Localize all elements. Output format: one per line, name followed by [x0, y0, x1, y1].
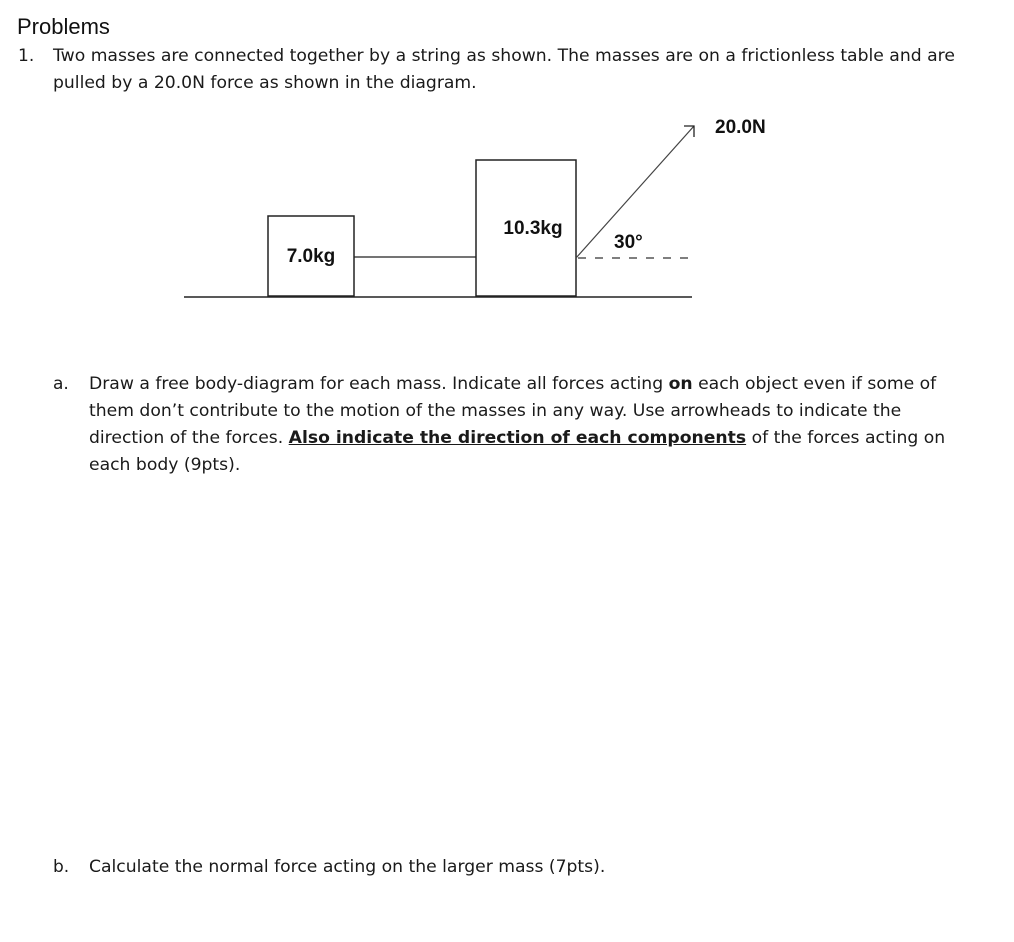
part-a-text-3: each object even if some of them don’t contribute to the motion of the masses in any way. Use arrowheads to indicate the direction of the forces. — [89, 374, 937, 448]
part-a-text — [89, 371, 969, 479]
part-b-text: Calculate the normal force acting on the larger mass (7pts). — [89, 857, 606, 877]
large-mass-label: 10.3kg — [503, 218, 563, 239]
section-heading: Problems — [17, 14, 110, 39]
part-a-emphasis-on: on — [668, 374, 693, 394]
small-mass-label: 7.0kg — [286, 246, 336, 267]
question-text: Two masses are connected together by a string as shown. The masses are on a frictionless table and are pulled by a 20.0N force as shown in the diagram. — [53, 46, 955, 93]
applied-force-label: 20.0N — [715, 117, 766, 138]
question-number: 1. — [18, 46, 35, 66]
part-a-text-1: Draw a free body-diagram for each mass. Indicate all forces acting — [89, 374, 669, 394]
angle-label: 30° — [614, 232, 643, 253]
part-b-letter: b. — [53, 857, 70, 877]
part-a-emphasis-components: Also indicate the direction of each components — [288, 428, 747, 448]
part-a-letter: a. — [53, 374, 69, 394]
part-a-text-5: of the forces acting on each body (9pts). — [89, 428, 946, 475]
